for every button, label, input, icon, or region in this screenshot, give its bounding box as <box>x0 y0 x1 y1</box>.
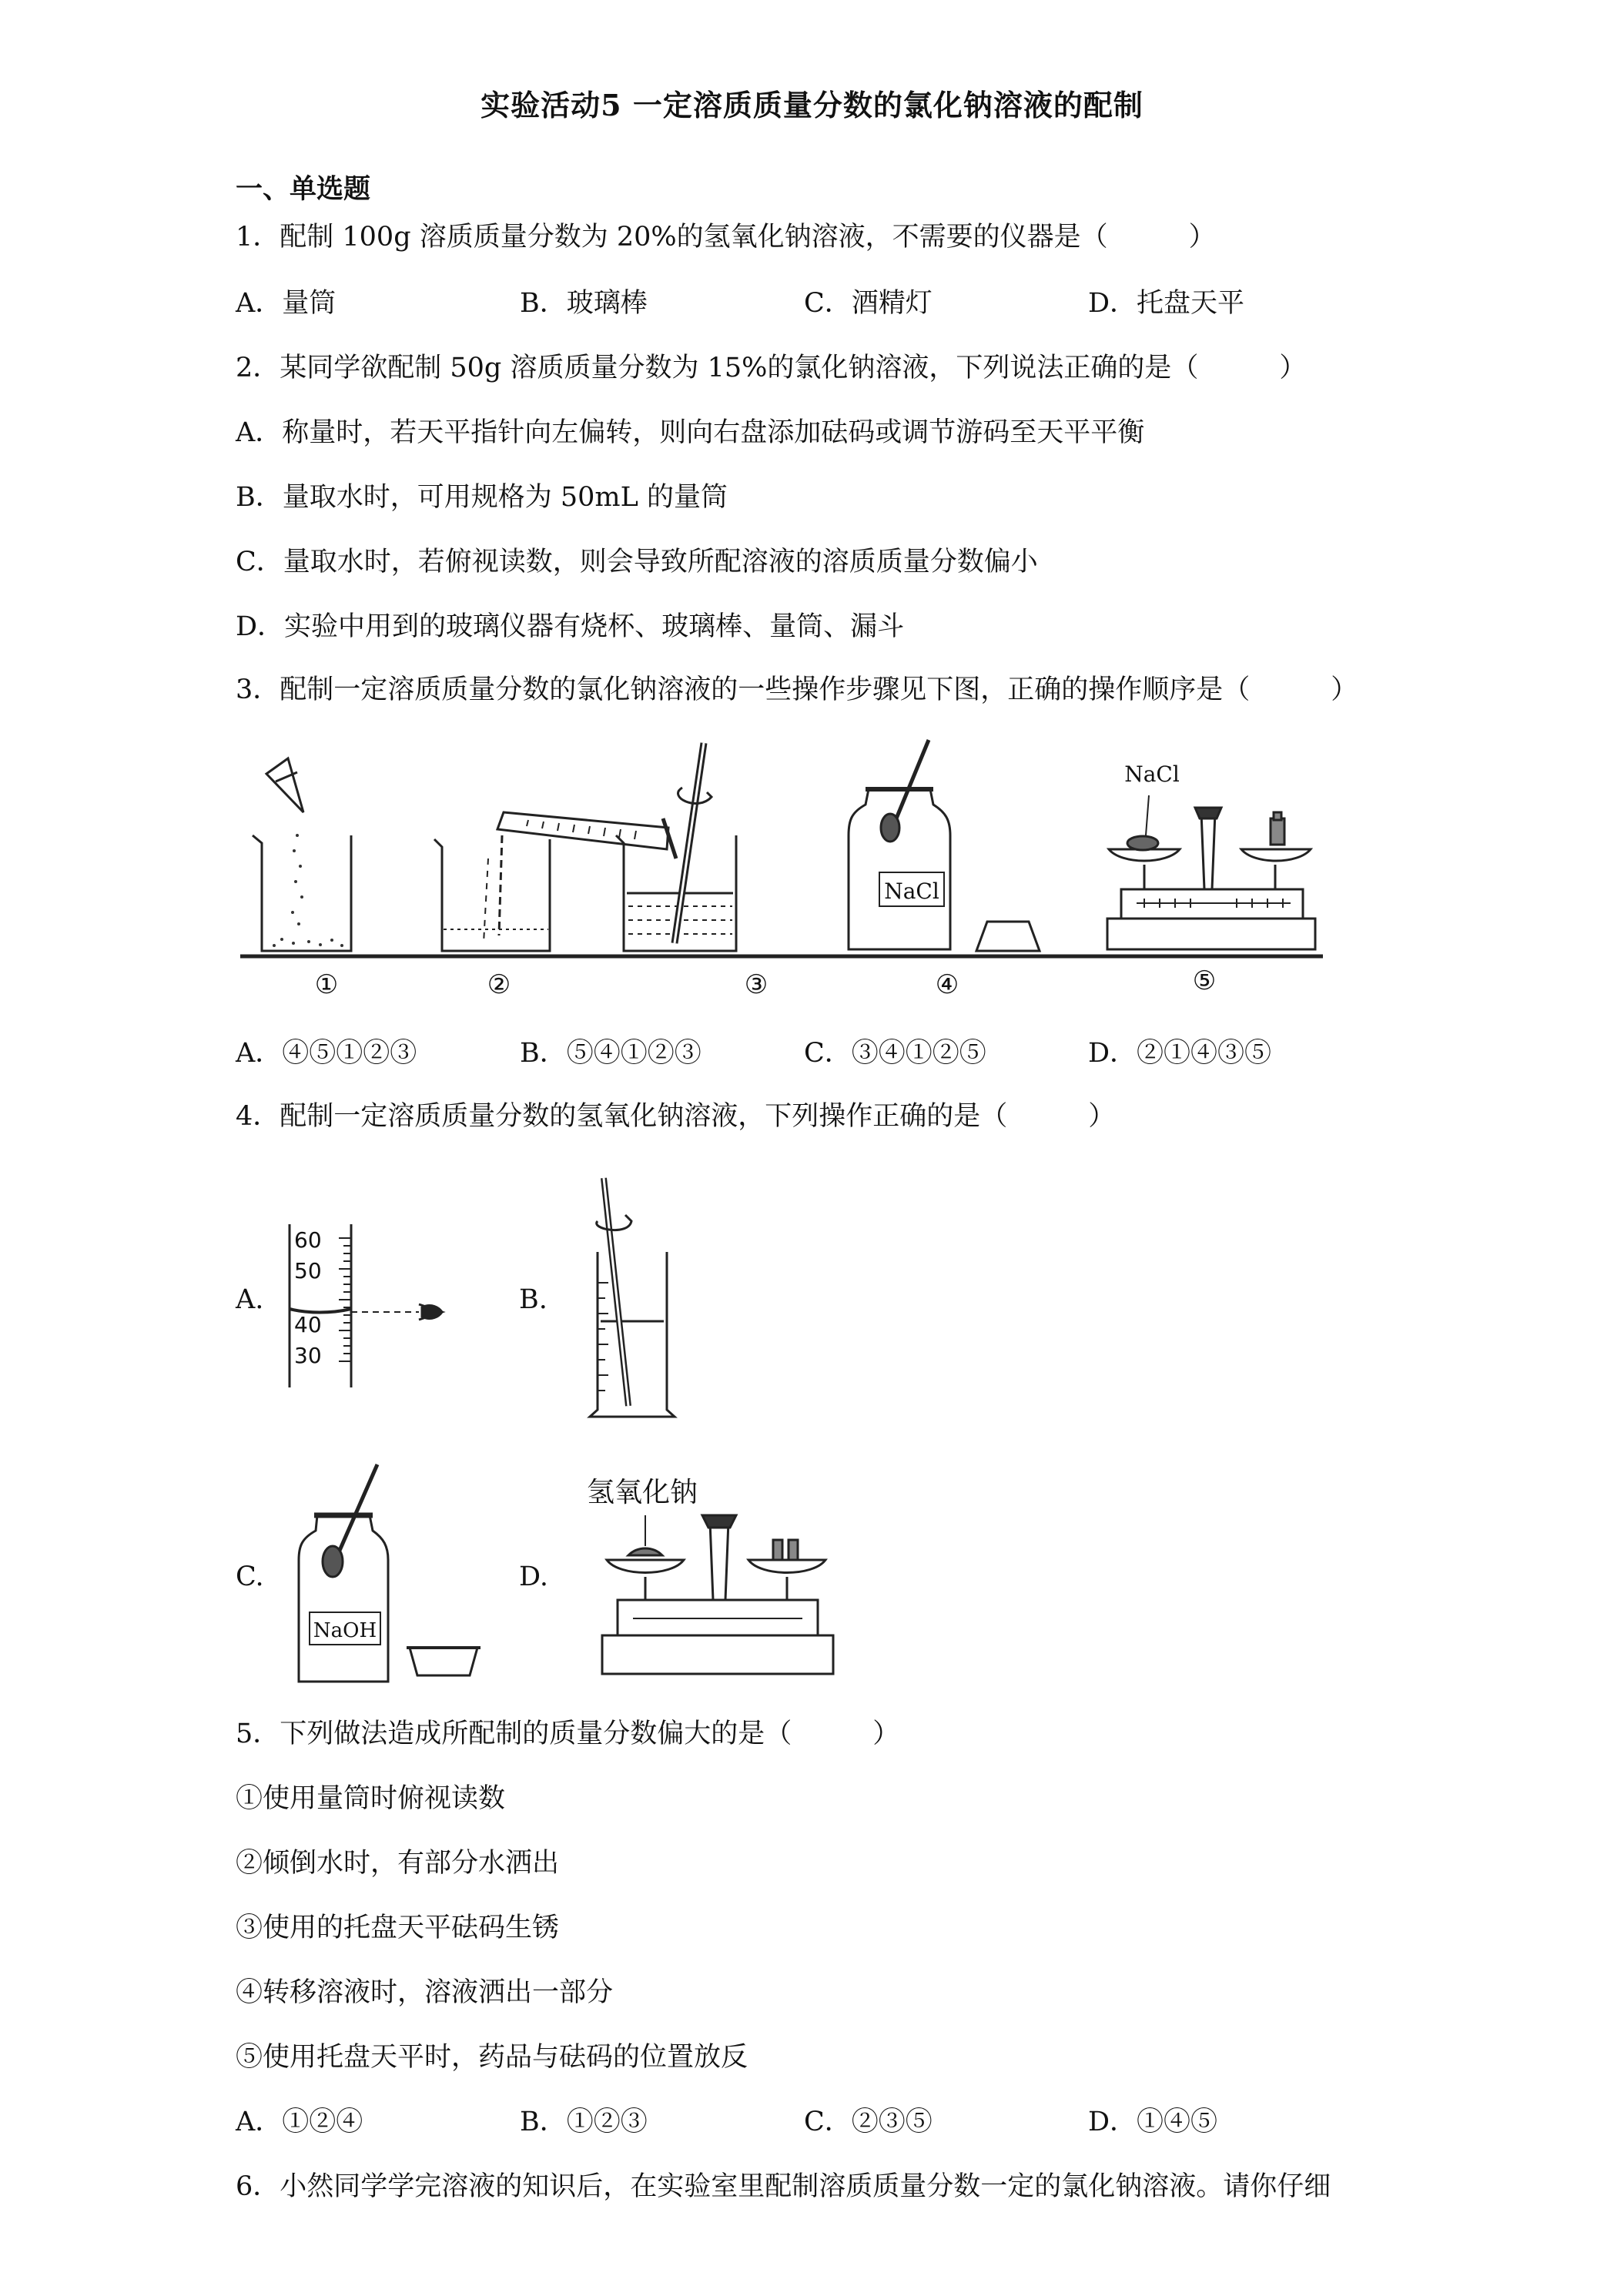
page-title: 实验活动5 一定溶质质量分数的氯化钠溶液的配制 <box>481 88 1143 122</box>
q4-option-c-figure <box>293 1460 501 1691</box>
q1-stem: 1．配制 100g 溶质质量分数为 20%的氢氧化钠溶液，不需要的仪器是（ ） <box>236 222 1216 253</box>
q5-item-4: ④转移溶液时，溶液洒出一部分 <box>236 1977 614 2008</box>
q5-item-2: ②倾倒水时，有部分水洒出 <box>236 1848 560 1879</box>
q5-option-c[interactable]: C．②③⑤ <box>804 2107 933 2137</box>
q4-option-b-label[interactable]: B. <box>519 1284 547 1315</box>
q2-option-a[interactable]: A．称量时，若天平指针向左偏转，则向右盘添加砝码或调节游码至天平平衡 <box>236 417 1145 448</box>
q4-option-a-figure <box>277 1217 462 1394</box>
reagent-jar-4-icon <box>849 740 1040 951</box>
beaker-1-icon <box>253 758 351 951</box>
q1-option-d[interactable]: D．托盘天平 <box>1088 288 1245 319</box>
q2-option-c[interactable]: C．量取水时，若俯视读数，则会导致所配溶液的溶质质量分数偏小 <box>236 547 1038 577</box>
q3-stem: 3．配制一定溶质质量分数的氯化钠溶液的一些操作步骤见下图，正确的操作顺序是（ ） <box>236 674 1358 705</box>
balance-5-icon <box>1107 795 1315 949</box>
q2-option-b[interactable]: B．量取水时，可用规格为 50mL 的量筒 <box>236 482 728 513</box>
q5-item-3: ③使用的托盘天平砝码生锈 <box>236 1913 560 1943</box>
figure-label-3: ③ <box>744 969 768 1000</box>
q3-option-c[interactable]: C．③④①②⑤ <box>804 1038 986 1069</box>
q3-procedure-figure <box>236 728 1329 1005</box>
q5-item-5: ⑤使用托盘天平时，药品与砝码的位置放反 <box>236 2042 748 2073</box>
q5-stem: 5．下列做法造成所配制的质量分数偏大的是（ ） <box>236 1719 900 1749</box>
figure-label-5: ⑤ <box>1192 966 1217 996</box>
q3-option-a[interactable]: A．④⑤①②③ <box>236 1038 417 1069</box>
q4-option-b-figure <box>582 1175 682 1421</box>
figure-label-1: ① <box>314 969 339 1000</box>
q6-stem: 6．小然同学学完溶液的知识后，在实验室里配制溶质质量分数一定的氯化钠溶液。请你仔细 <box>236 2171 1331 2202</box>
q2-option-d[interactable]: D．实验中用到的玻璃仪器有烧杯、玻璃棒、量筒、漏斗 <box>236 611 905 642</box>
beaker-3-icon <box>616 743 736 951</box>
q4-option-c-label[interactable]: C. <box>236 1561 264 1592</box>
q4-option-d-label[interactable]: D. <box>519 1561 548 1592</box>
beaker-2-icon <box>434 812 676 951</box>
q5-option-d[interactable]: D．①④⑤ <box>1088 2107 1218 2137</box>
q5-option-b[interactable]: B．①②③ <box>520 2107 648 2137</box>
tick-50: 50 <box>294 1258 322 1284</box>
q3-option-d[interactable]: D．②①④③⑤ <box>1088 1038 1272 1069</box>
tick-60: 60 <box>294 1227 322 1253</box>
q3-option-b[interactable]: B．⑤④①②③ <box>520 1038 702 1069</box>
q2-stem: 2．某同学欲配制 50g 溶质质量分数为 15%的氯化钠溶液，下列说法正确的是（ ） <box>236 353 1307 383</box>
jar-4-label: NaCl <box>884 879 939 904</box>
naoh-jar-label: NaOH <box>313 1619 377 1642</box>
naoh-balance-label: 氢氧化钠 <box>587 1477 698 1508</box>
figure-label-2: ② <box>487 969 511 1000</box>
q5-item-1: ①使用量筒时俯视读数 <box>236 1783 506 1814</box>
q4-stem: 4．配制一定溶质质量分数的氢氧化钠溶液，下列操作正确的是（ ） <box>236 1101 1116 1132</box>
q1-option-c[interactable]: C．酒精灯 <box>804 288 933 319</box>
tick-30: 30 <box>294 1343 322 1368</box>
tick-40: 40 <box>294 1312 322 1337</box>
q4-option-d-figure <box>579 1469 856 1692</box>
figure-label-4: ④ <box>935 969 959 1000</box>
q1-option-b[interactable]: B．玻璃棒 <box>520 288 648 319</box>
q5-option-a[interactable]: A．①②④ <box>236 2107 363 2137</box>
section-heading: 一、单选题 <box>236 173 371 205</box>
q4-option-a-label[interactable]: A. <box>236 1284 264 1315</box>
balance-5-label: NaCl <box>1124 761 1180 787</box>
q1-option-a[interactable]: A．量筒 <box>236 288 337 319</box>
